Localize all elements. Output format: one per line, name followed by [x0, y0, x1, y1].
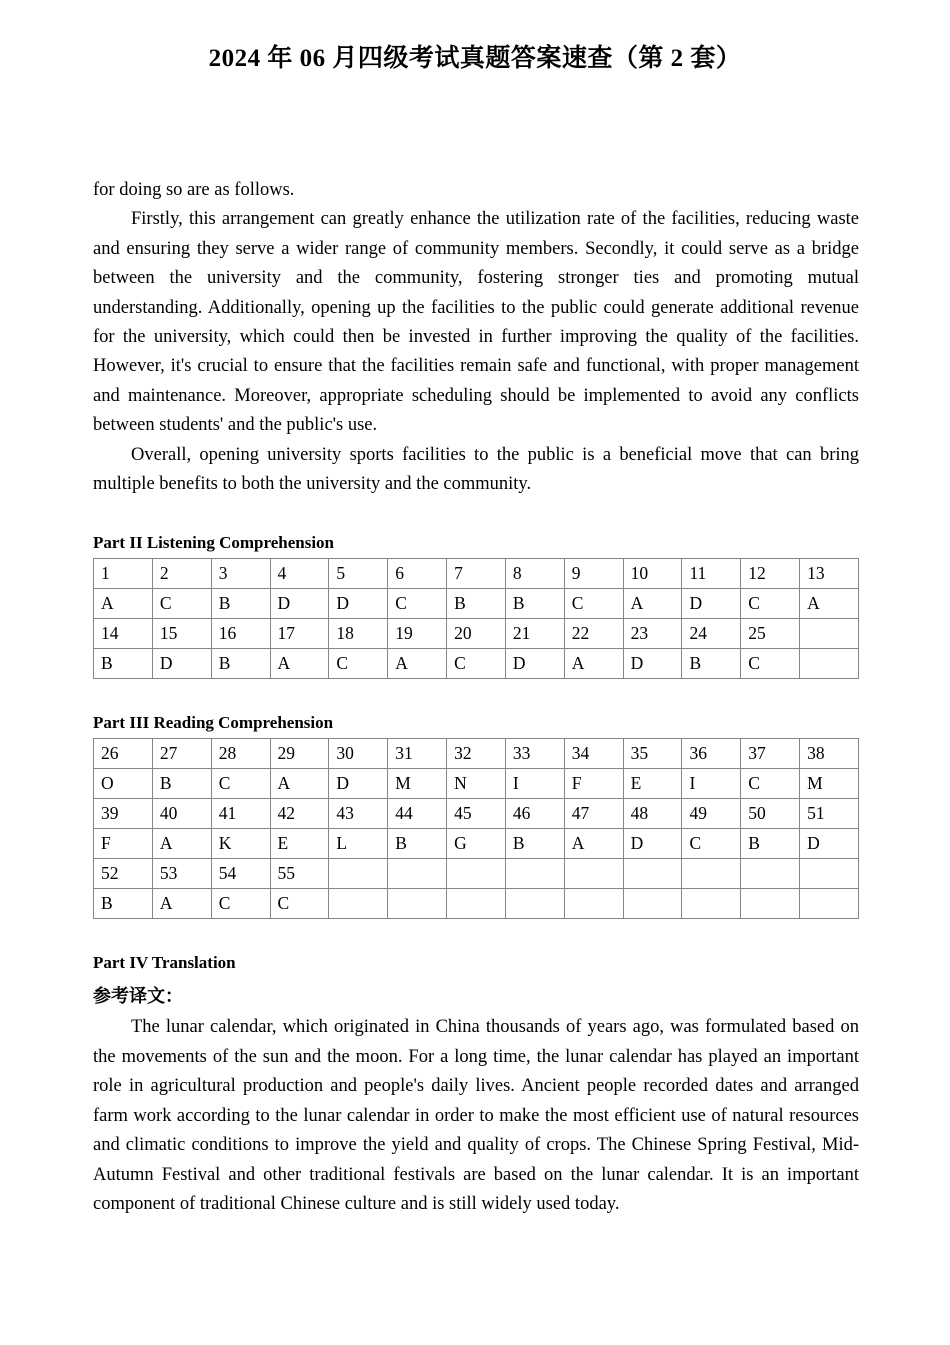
- table-cell: 6: [388, 559, 447, 589]
- table-cell: 4: [270, 559, 329, 589]
- table-row: [94, 739, 859, 769]
- table-cell: 38: [800, 739, 859, 769]
- table-cell: K: [211, 829, 270, 859]
- table-cell: D: [682, 589, 741, 619]
- table-cell-empty: [800, 859, 859, 889]
- table-cell: 45: [447, 799, 506, 829]
- table-cell: 25: [741, 619, 800, 649]
- table-cell: B: [447, 589, 506, 619]
- table-cell: N: [447, 769, 506, 799]
- table-cell: 34: [564, 739, 623, 769]
- table-cell: E: [623, 769, 682, 799]
- table-cell: 30: [329, 739, 388, 769]
- table-cell: 10: [623, 559, 682, 589]
- table-cell: 33: [505, 739, 564, 769]
- writing-paragraph-2: Overall, opening university sports facilities to the public is a beneficial move that can bring multiple benefits to both the university and the community.: [93, 444, 859, 495]
- table-cell: A: [270, 649, 329, 679]
- table-row: [94, 619, 859, 649]
- table-cell: O: [94, 769, 153, 799]
- table-cell: A: [152, 889, 211, 919]
- table-cell: 20: [447, 619, 506, 649]
- table-cell: E: [270, 829, 329, 859]
- table-cell-empty: [623, 859, 682, 889]
- table-cell: B: [505, 589, 564, 619]
- table-cell: A: [388, 649, 447, 679]
- table-cell-empty: [388, 859, 447, 889]
- table-cell: 24: [682, 619, 741, 649]
- table-cell-empty: [564, 859, 623, 889]
- table-cell: F: [94, 829, 153, 859]
- table-cell: 14: [94, 619, 153, 649]
- part4-heading: Part IV Translation: [93, 953, 236, 973]
- table-cell: C: [682, 829, 741, 859]
- table-cell-empty: [741, 859, 800, 889]
- table-cell: 7: [447, 559, 506, 589]
- table-cell: 49: [682, 799, 741, 829]
- table-cell: 54: [211, 859, 270, 889]
- table-cell-empty: [682, 889, 741, 919]
- table-cell: L: [329, 829, 388, 859]
- table-cell: 16: [211, 619, 270, 649]
- table-cell: 48: [623, 799, 682, 829]
- table-row: [94, 829, 859, 859]
- table-cell: B: [505, 829, 564, 859]
- table-cell: D: [329, 589, 388, 619]
- table-cell: G: [447, 829, 506, 859]
- table-cell: 55: [270, 859, 329, 889]
- part3-heading: Part III Reading Comprehension: [93, 713, 334, 733]
- table-cell: 2: [152, 559, 211, 589]
- table-cell: B: [741, 829, 800, 859]
- table-cell-empty: [447, 859, 506, 889]
- document-content: [93, 176, 859, 1219]
- table-cell: 26: [94, 739, 153, 769]
- table-cell-empty: [800, 649, 859, 679]
- table-cell: C: [329, 649, 388, 679]
- table-cell: 8: [505, 559, 564, 589]
- table-cell: 19: [388, 619, 447, 649]
- table-cell: 47: [564, 799, 623, 829]
- table-cell: A: [623, 589, 682, 619]
- table-cell: D: [329, 769, 388, 799]
- table-cell: A: [800, 589, 859, 619]
- table-cell: C: [211, 769, 270, 799]
- table-cell: 1: [94, 559, 153, 589]
- table-cell-empty: [800, 889, 859, 919]
- table-cell: 36: [682, 739, 741, 769]
- table-cell: M: [800, 769, 859, 799]
- table-cell: 29: [270, 739, 329, 769]
- table-cell: A: [152, 829, 211, 859]
- table-cell: 12: [741, 559, 800, 589]
- table-cell: 21: [505, 619, 564, 649]
- table-row: [94, 769, 859, 799]
- table-cell: B: [94, 889, 153, 919]
- table-cell: D: [623, 829, 682, 859]
- table-cell: 50: [741, 799, 800, 829]
- table-cell: 53: [152, 859, 211, 889]
- table-cell: C: [564, 589, 623, 619]
- table-cell: 51: [800, 799, 859, 829]
- table-cell: 39: [94, 799, 153, 829]
- table-cell: 15: [152, 619, 211, 649]
- table-cell: 52: [94, 859, 153, 889]
- table-cell: 42: [270, 799, 329, 829]
- table-cell-empty: [564, 889, 623, 919]
- part2-heading: Part II Listening Comprehension: [93, 533, 335, 553]
- table-cell: 43: [329, 799, 388, 829]
- reading-answers-table: [93, 738, 859, 919]
- table-cell-empty: [800, 619, 859, 649]
- table-cell-empty: [623, 889, 682, 919]
- table-cell: 9: [564, 559, 623, 589]
- table-cell: B: [682, 649, 741, 679]
- table-cell: 40: [152, 799, 211, 829]
- table-cell: A: [94, 589, 153, 619]
- table-cell-empty: [329, 889, 388, 919]
- table-cell: 44: [388, 799, 447, 829]
- page-title: 2024 年 06 月四级考试真题答案速查（第 2 套）: [208, 45, 742, 72]
- table-cell: 32: [447, 739, 506, 769]
- table-cell: A: [564, 829, 623, 859]
- table-cell-empty: [741, 889, 800, 919]
- table-cell: 35: [623, 739, 682, 769]
- table-cell-empty: [505, 889, 564, 919]
- table-cell: I: [682, 769, 741, 799]
- table-cell: C: [741, 649, 800, 679]
- table-cell: C: [270, 889, 329, 919]
- table-cell: 31: [388, 739, 447, 769]
- writing-continuation-line: for doing so are as follows.: [93, 180, 295, 200]
- table-cell: B: [211, 589, 270, 619]
- table-cell: 13: [800, 559, 859, 589]
- table-cell: C: [741, 769, 800, 799]
- table-cell-empty: [388, 889, 447, 919]
- table-cell: D: [152, 649, 211, 679]
- listening-answers-table: [93, 558, 859, 679]
- table-cell: D: [270, 589, 329, 619]
- table-cell: B: [388, 829, 447, 859]
- table-row: [94, 649, 859, 679]
- table-cell: 5: [329, 559, 388, 589]
- table-row: [94, 589, 859, 619]
- table-cell-empty: [682, 859, 741, 889]
- table-row: [94, 859, 859, 889]
- table-cell: B: [152, 769, 211, 799]
- table-cell: C: [741, 589, 800, 619]
- table-cell: C: [388, 589, 447, 619]
- table-cell: C: [447, 649, 506, 679]
- table-cell-empty: [329, 859, 388, 889]
- table-cell: A: [270, 769, 329, 799]
- table-cell: D: [623, 649, 682, 679]
- table-cell: 23: [623, 619, 682, 649]
- reference-translation-label: 参考译文：: [93, 986, 183, 1008]
- table-row: [94, 889, 859, 919]
- table-cell: D: [505, 649, 564, 679]
- table-cell-empty: [505, 859, 564, 889]
- table-cell: B: [211, 649, 270, 679]
- table-cell: B: [94, 649, 153, 679]
- writing-paragraph-1: Firstly, this arrangement can greatly enhance the utilization rate of the facilities, reducing waste and ensuring they serve a wider range of community members. Secondly, it could serve as a bridge between the university and the community, fostering stronger ties and promoting mutual understanding. Additionally, opening up the facilities to the public could generate additional revenue for the university, which could then be invested in further improving the quality of the facilities. However, it's crucial to ensure that the facilities remain safe and functional, with proper management and maintenance. Moreover, appropriate scheduling should be implemented to avoid any conflicts between students' and the public's use.: [93, 209, 859, 436]
- table-cell: I: [505, 769, 564, 799]
- table-cell: 18: [329, 619, 388, 649]
- table-cell: 3: [211, 559, 270, 589]
- table-cell: 17: [270, 619, 329, 649]
- table-cell: A: [564, 649, 623, 679]
- table-cell: M: [388, 769, 447, 799]
- table-cell: 11: [682, 559, 741, 589]
- table-cell: C: [152, 589, 211, 619]
- table-cell: 27: [152, 739, 211, 769]
- table-cell: 41: [211, 799, 270, 829]
- table-cell: D: [800, 829, 859, 859]
- table-cell: 37: [741, 739, 800, 769]
- table-cell: C: [211, 889, 270, 919]
- table-cell-empty: [447, 889, 506, 919]
- table-cell: F: [564, 769, 623, 799]
- translation-paragraph: The lunar calendar, which originated in China thousands of years ago, was formulated based on the movements of the sun and the moon. For a long time, the lunar calendar has played an important role in agricultural production and people's daily lives. Ancient people recorded dates and arranged farm work according to the lunar calendar in order to make the most efficient use of natural resources and climatic conditions to improve the yield and quality of crops. The Chinese Spring Festival, Mid-Autumn Festival and other traditional festivals are based on the lunar calendar. It is an important component of traditional Chinese culture and is still widely used today.: [93, 1017, 859, 1214]
- table-row: [94, 559, 859, 589]
- table-cell: 28: [211, 739, 270, 769]
- table-row: [94, 799, 859, 829]
- table-cell: 46: [505, 799, 564, 829]
- table-cell: 22: [564, 619, 623, 649]
